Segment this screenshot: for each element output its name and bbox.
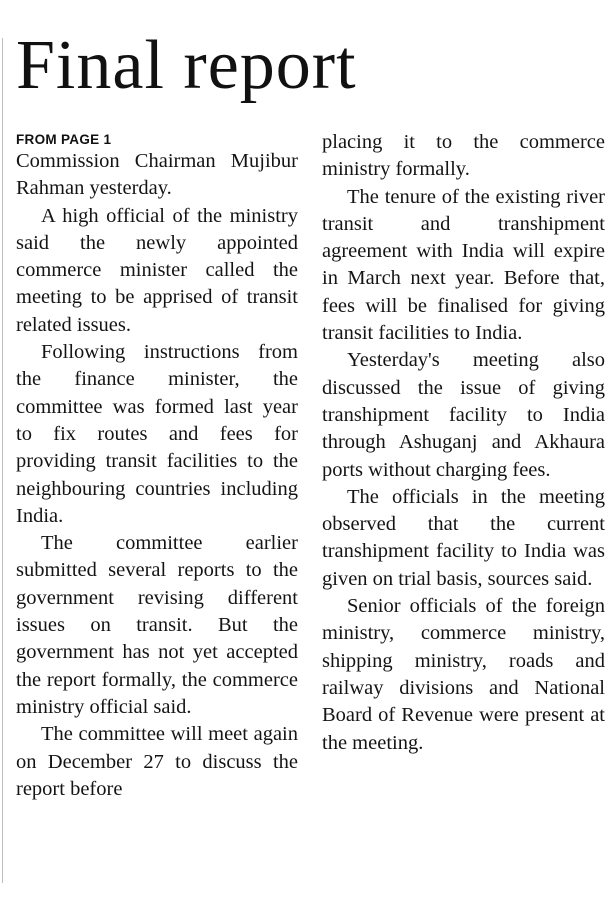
kicker-from-page: FROM PAGE 1 xyxy=(16,132,112,147)
paragraph: The tenure of the existing river transit and transhipment agreement with India will expire in March next year. Before that, fees will be finalised for giving transit facilities to India. xyxy=(322,185,605,345)
column-rule xyxy=(2,38,3,883)
paragraph: The committee earlier submitted several reports to the government revising different issues on transit. But the government has not yet accepted the report formally, the commerce ministry official said. xyxy=(16,532,298,718)
paragraph: Yesterday's meeting also discussed the issue of giving transhipment facility to India through Ashuganj and Akhaura ports without charging fees. xyxy=(322,349,605,481)
paragraph: The committee will meet again on December 27 to discuss the report before xyxy=(16,723,298,800)
paragraph: Senior officials of the foreign ministry, commerce ministry, shipping ministry, roads and railway divisions and National Board of Revenue were present at the meeting. xyxy=(322,595,605,754)
paragraph: A high official of the ministry said the newly appointed commerce minister called the meeting to be apprised of transit related issues. xyxy=(16,204,298,336)
paragraph: placing it to the commerce ministry formally. xyxy=(322,131,605,181)
headline: Final report xyxy=(16,27,357,104)
article-column-left xyxy=(16,126,298,803)
paragraph: Commission Chairman Mujibur Rahman yesterday. xyxy=(16,150,298,200)
paragraph: Following instructions from the finance minister, the committee was formed last year to fix routes and fees for providing transit facilities to the neighbouring countries including India. xyxy=(16,341,298,527)
paragraph: The officials in the meeting observed that the current transhipment facility to India was given on trial basis, sources said. xyxy=(322,485,605,590)
article-column-right xyxy=(322,129,605,757)
